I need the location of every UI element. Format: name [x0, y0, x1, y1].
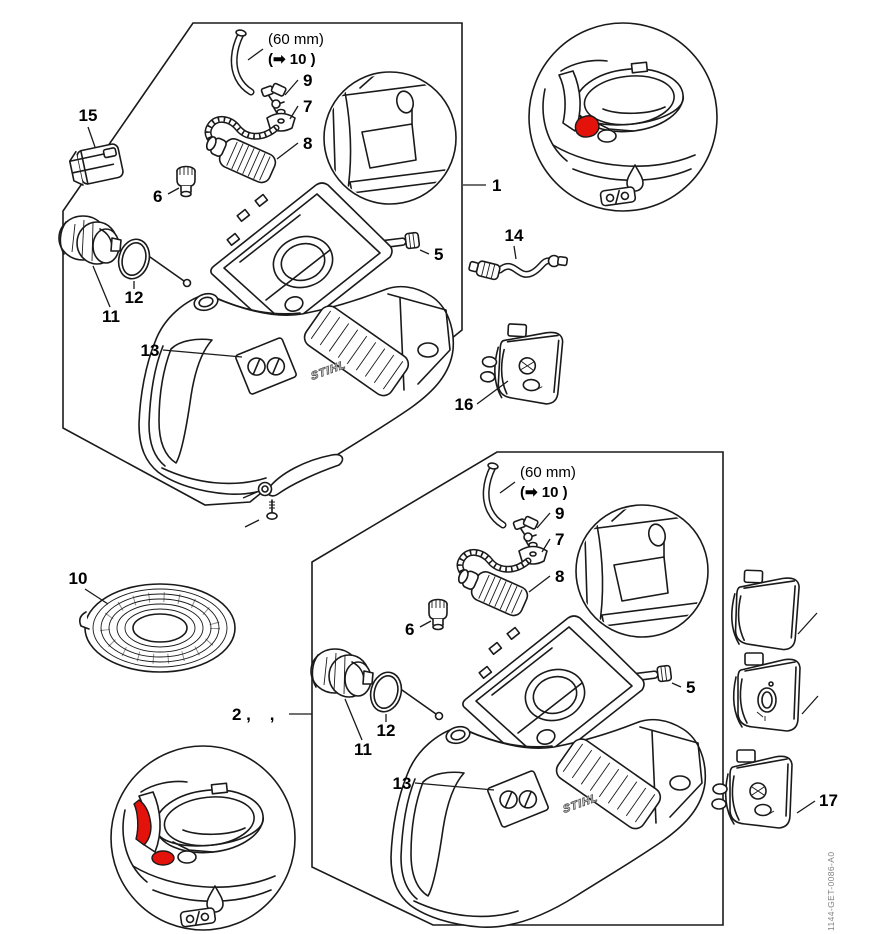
cover-stack-1: [731, 570, 800, 650]
callout-2-label: 2 , ,: [232, 705, 275, 724]
cover-stack-2: [734, 653, 800, 731]
clip-part15: [68, 143, 124, 187]
tank-housing-assembly-1: [59, 29, 456, 494]
callout-14-label: 14: [504, 226, 524, 245]
detail-circle-tank-bottom: [111, 746, 295, 930]
callout-1-label: 1: [492, 176, 502, 195]
bracket-screw: [267, 500, 277, 519]
tank-housing-assembly-2: [311, 462, 708, 927]
doc-code: 1144-GET-0086-A0: [826, 851, 836, 931]
red-highlight-latch: [575, 116, 599, 137]
hose-part14: [468, 256, 568, 281]
callout-10-label: 10: [68, 569, 88, 588]
red-highlight-port: [152, 851, 174, 865]
cover-stack-3-part17: [712, 750, 792, 828]
callout-17-label: 17: [819, 791, 838, 810]
detail-circle-tank-top: [529, 23, 717, 211]
callout-15-label: 15: [78, 106, 98, 125]
hose-coil-part10: [80, 584, 235, 672]
callout-16-label: 16: [454, 395, 474, 414]
